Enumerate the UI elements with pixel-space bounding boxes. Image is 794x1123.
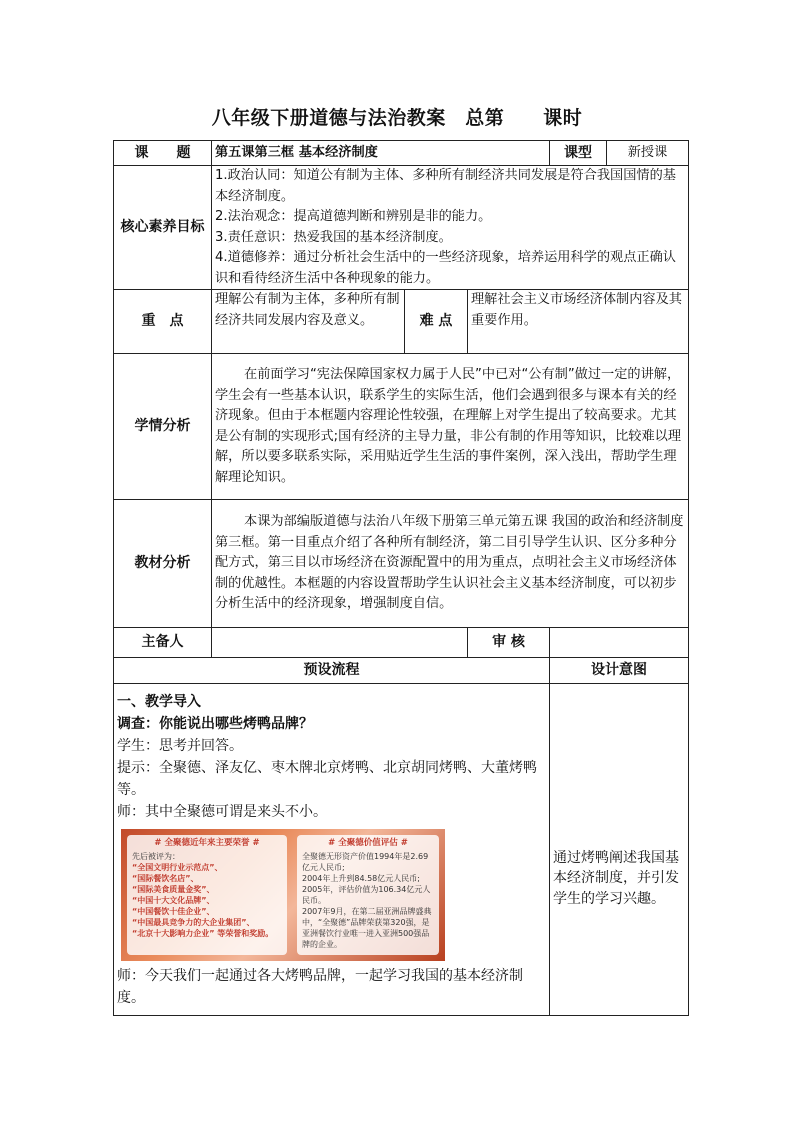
keypoint-text: 理解公有制为主体，多种所有制经济共同发展内容及意义。 [212, 290, 405, 354]
design-intent: 通过烤鸭阐述我国基本经济制度，并引发学生的学习兴趣。 [550, 684, 689, 1016]
topic-label: 课 题 [114, 141, 212, 166]
teacher-line-1: 师：其中全聚德可谓是来头不小。 [117, 803, 327, 820]
lesson-plan-table [113, 140, 689, 1016]
core-item: 2.法治观念：提高道德判断和辨别是非的能力。 [215, 209, 492, 224]
core-item: 3.责任意识：热爱我国的基本经济制度。 [215, 229, 452, 245]
survey-question: 调查：你能说出哪些烤鸭品牌？ [117, 715, 313, 732]
review-value [550, 628, 689, 658]
quanjude-honors-image [121, 829, 445, 961]
topic-value: 第五课第三框 基本经济制度 [212, 141, 550, 166]
difficulty-text: 理解社会主义市场经济体制内容及其重要作用。 [468, 290, 689, 354]
student-analysis-text: 在前面学习“宪法保障国家权力属于人民”中已对“公有制”做过一定的讲解，学生会有一些基本认识，联系学生的实际生活，他们会遇到很多与课本有关的经济现象。但由于本框题内容理论性较强，在理解上对学生提出了较高要求。尤其是公有制的实现形式;国有经济的主导力量，非公有制的作用等知识，比较难以理解，所以要多联系实际，采用贴近学生生活的事件案例，深入浅出，帮助学生理解理论知识。 [212, 354, 689, 500]
core-goals [212, 166, 689, 290]
honors-panel: # 全聚德近年来主要荣誉 # 先后被评为： “全国文明行业示范点”、 “国际餐饮名店”、 “国际美食质量金奖”、 “中国十大文化品牌”、 “中国餐饮十佳企业”、 “中国最具竞争力的大企业集团”、 “北京十大影响力企业” 等荣誉和奖励。 [127, 835, 287, 955]
difficulty-label: 难 点 [405, 290, 468, 354]
student-response: 学生：思考并回答。 [117, 737, 243, 754]
type-value: 新授课 [607, 141, 689, 166]
preparer-value [212, 628, 468, 658]
valuation-panel: # 全聚德价值评估 # 全聚德无形资产价值1994年是2.69亿元人民币; 2004年上升到84.58亿元人民币; 2005年，评估价值为106.34亿元人民币。 2007年9月，在第二届亚洲品牌盛典中，“全聚德”品牌荣获第320强，是亚洲餐饮行业唯一进入亚洲500强品牌的企业。 [297, 835, 439, 955]
textbook-analysis-text: 本课为部编版道德与法治八年级下册第三单元第五课 我国的政治和经济制度第三框。第一目重点介绍了各种所有制经济，第二目引导学生认识、区分多种分配方式，第三目以市场经济在资源配置中的用为重点，点明社会主义市场经济体制的优越性。本框题的内容设置帮助学生认识社会主义基本经济制度，可以初步分析生活中的经济现象，增强制度自信。 [212, 500, 689, 628]
core-label: 核心素养目标 [114, 166, 212, 290]
teacher-line-2: 师：今天我们一起通过各大烤鸭品牌，一起学习我国的基本经济制度。 [117, 967, 523, 1006]
core-item: 1.政治认同：知道公有制为主体、多种所有制经济共同发展是符合我国国情的基本经济制度。 [215, 168, 676, 204]
section-heading: 一、教学导入 [117, 693, 201, 710]
page-title: 八年级下册道德与法治教案 总第 课时 [211, 107, 583, 129]
type-label: 课型 [550, 141, 607, 166]
core-item: 4.道德修养：通过分析社会生活中的一些经济现象，培养运用科学的观点正确认识和看待经济生活中各种现象的能力。 [215, 250, 676, 286]
flow-content [114, 684, 550, 1016]
textbook-analysis-label: 教材分析 [114, 500, 212, 628]
student-analysis-label: 学情分析 [114, 354, 212, 500]
flow-header: 预设流程 [114, 658, 550, 684]
preparer-label: 主备人 [114, 628, 212, 658]
review-label: 审 核 [468, 628, 550, 658]
keypoint-label: 重 点 [114, 290, 212, 354]
design-header: 设计意图 [550, 658, 689, 684]
hint-text: 提示：全聚德、泽友亿、枣木牌北京烤鸭、北京胡同烤鸭、大董烤鸭等。 [117, 759, 537, 798]
